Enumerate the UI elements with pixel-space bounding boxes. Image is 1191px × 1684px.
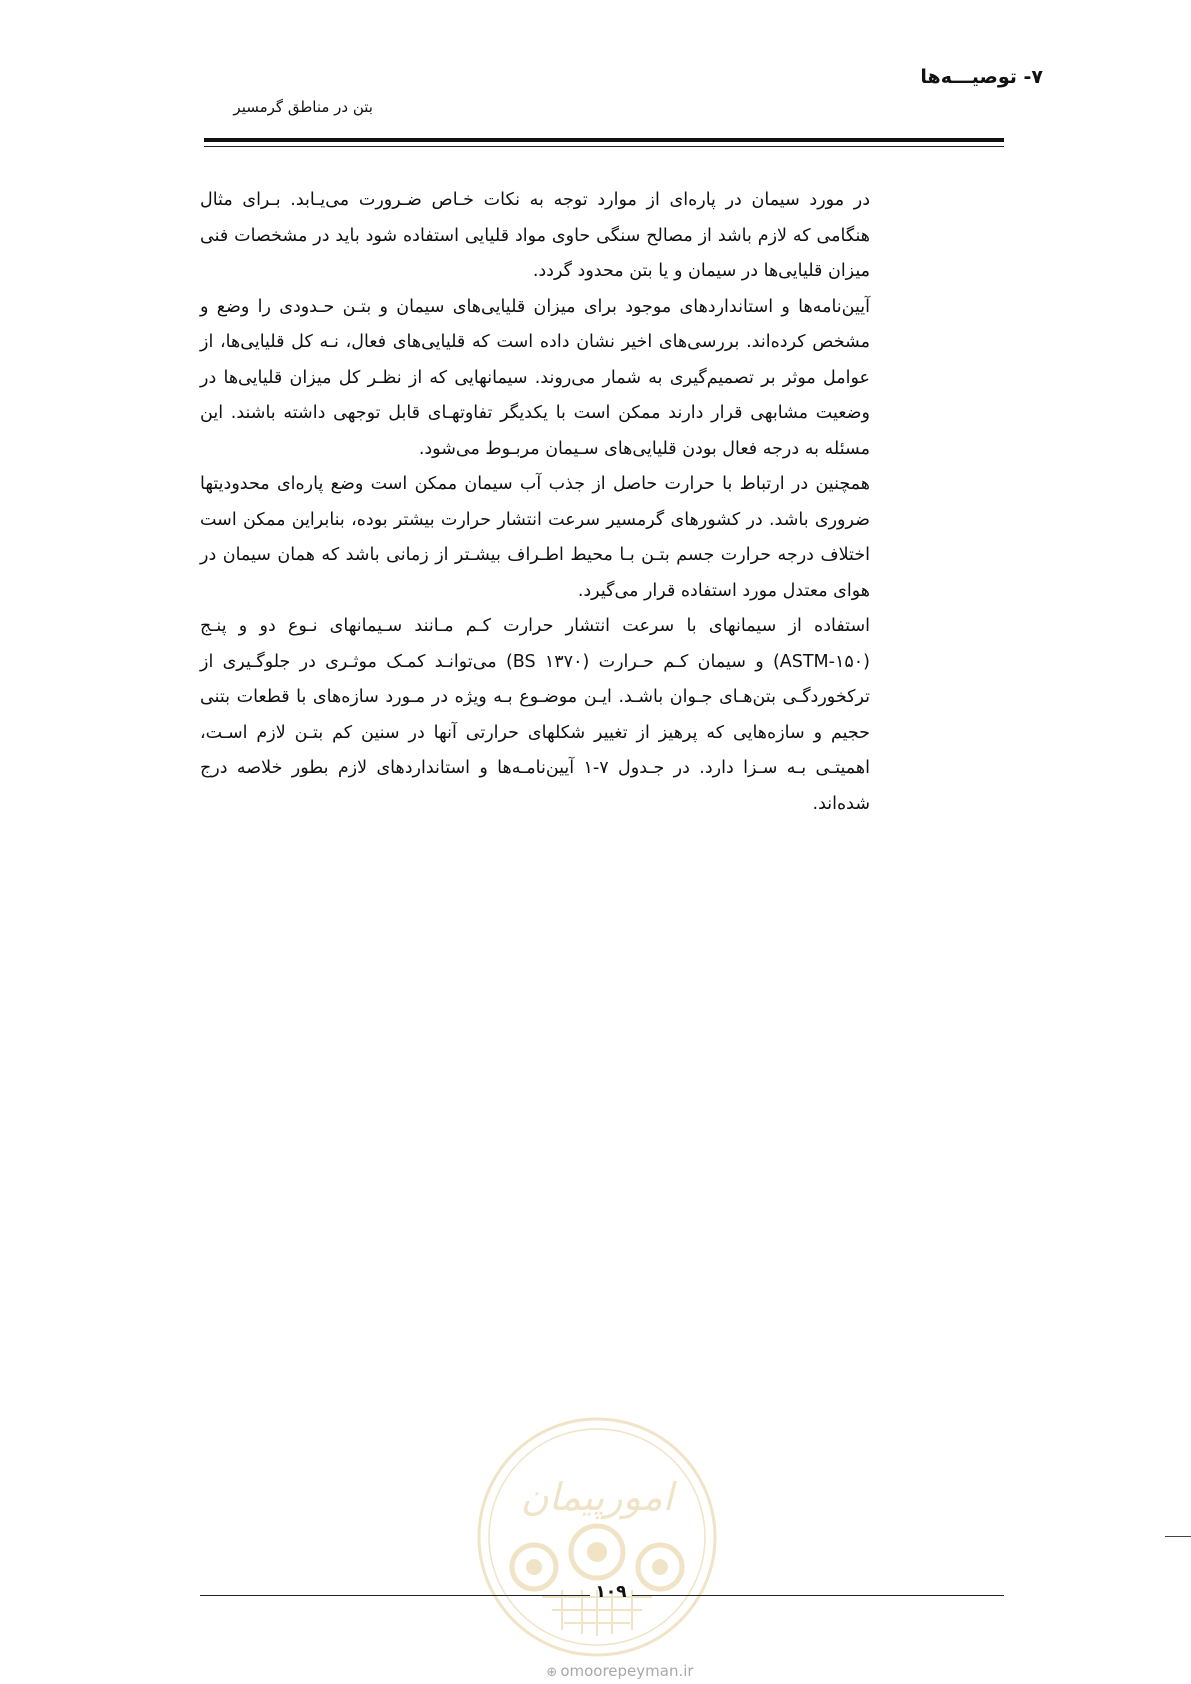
header-rule-thick [204,138,1004,142]
site-url-text: omoorepeyman.ir [560,1662,694,1680]
body-text [200,183,870,822]
watermark-logo [472,1412,722,1662]
watermark-text: امورپیمان [520,1475,674,1519]
site-url [520,1662,720,1680]
chapter-title: ۷- توصیـــه‌ها [920,66,1043,88]
footer-rule-left [200,1595,590,1596]
page-number: ۱۰۹ [595,1582,627,1602]
paragraph-alkali-standards: آیین‌نامه‌ها و استانداردهای موجود برای میزان قلیایی‌های سیمان و بتـن حـدودی را وضع و مشخص کرده‌اند. بررسی‌های اخیر نشان داده است که قلیایی‌های فعال، نـه کل قلیایی‌ها، از عوامل موثر بر تصمیم‌گیری به شمار می‌روند. سیمانهایی که از نظـر کل میزان قلیایی‌ها در وضعیت مشابهی قرار دارند ممکن است با یکدیگر تفاوتهـای قابل توجهی داشته باشند. این مسئله به درجه فعال بودن قلیایی‌های سـیمان مربـوط می‌شود. [200,296,870,459]
running-head: بتن در مناطق گرمسیر [233,98,373,116]
paragraph-hydration-heat: همچنین در ارتباط با حرارت حاصل از جذب آب سیمان ممکن است وضع پاره‌ای محدودیتها ضروری باشد. در کشورهای گرمسیر سرعت انتشار حرارت بیشتر بوده، بنابراین ممکن است اختلاف درجه حرارت جسم بتـن بـا محیط اطـراف بیشـتر از زمانی باشد که همان سیمان در هوای معتدل مورد استفاده قرار می‌گیرد. [200,474,870,601]
edge-mark [1165,1536,1191,1537]
footer-rule-right [632,1595,1004,1596]
paragraph-low-heat-cements: استفاده از سیمانهای با سرعت انتشار حرارت کـم مـانند سـیمانهای نـوع دو و پنـج (ASTM-۱۵۰) و سیمان کـم حـرارت (BS ۱۳۷۰) می‌توانـد کمـک موثـری در جلوگـیری از ترکخوردگـی بتن‌هـای جـوان باشـد. ایـن موضـوع بـه ویژه در مـورد سازه‌های با قطعات بتنی حجیم و سازه‌هایی که پرهیز از تغییر شکلهای حرارتی آنها در سنین کم بتـن لازم اسـت، اهمیتـی بـه سـزا دارد. در جـدول ۷-۱ آیین‌نامـه‌ها و استانداردهای لازم بطور خلاصه درج شده‌اند. [200,616,870,814]
globe-icon: ⊕ [546,1665,558,1680]
paragraph-cement-notes: در مورد سیمان در پاره‌ای از موارد توجه به نکات خـاص ضـرورت می‌یـابد. بـرای مثال هنگامی که لازم باشد از مصالح سنگی حاوی مواد قلیایی استفاده شود باید در مشخصات فنی میزان قلیایی‌ها در سیمان و یا بتن محدود گردد. [200,190,870,281]
header-rule-thin [204,146,1004,147]
